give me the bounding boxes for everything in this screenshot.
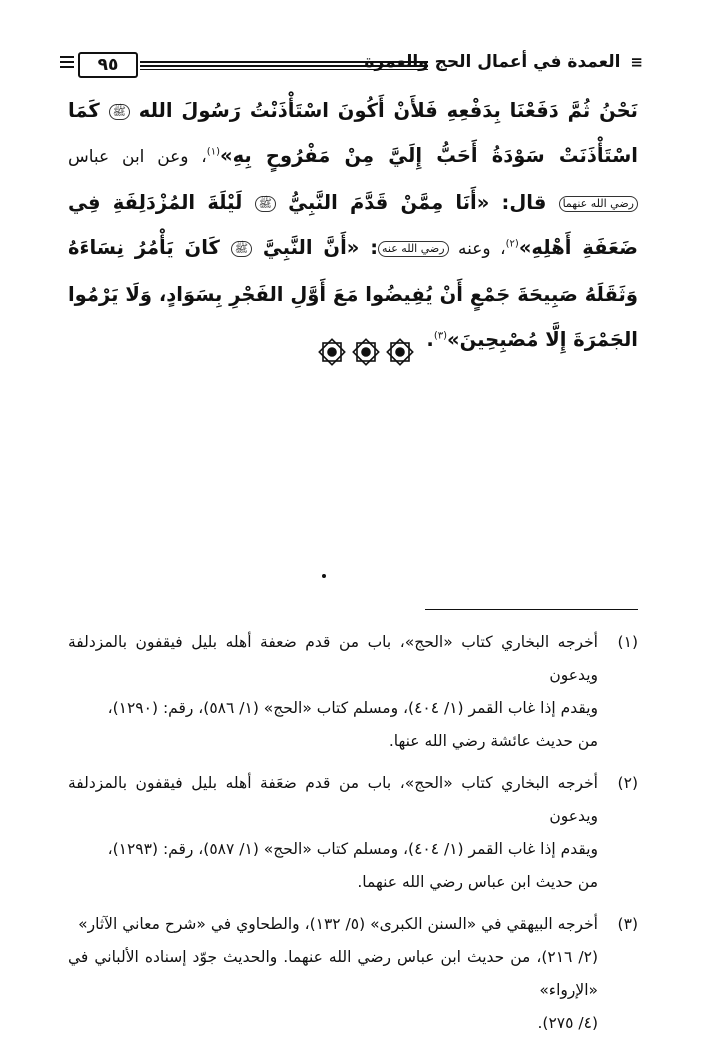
hadith-text: نَحْنُ ثُمَّ دَفَعْنَا بِدَفْعِهِ فَلأَنْ أَكُونَ اسْتَأْذَنْتُ رَسُولَ الله bbox=[129, 99, 639, 122]
footnote bbox=[68, 767, 638, 899]
footnotes bbox=[68, 626, 638, 1049]
hadith-text: لَيْلَةَ المُزْدَلِفَةِ فِي ضَعَفَةِ أَهْلِهِ» bbox=[68, 191, 638, 259]
footnote-line: (٤/ ٢٧٥). bbox=[537, 1014, 598, 1032]
title-bars-icon: ≡ bbox=[630, 53, 643, 71]
stray-dot bbox=[322, 574, 326, 578]
footnote-reference: (٢) bbox=[505, 238, 519, 250]
footnote-number: (٢) bbox=[617, 774, 638, 792]
hadith-text: كَمَا اسْتَأْذَنَتْ سَوْدَةُ أَحَبُّ إِلَيَّ مِنْ مَفْرُوحٍ بِهِ» bbox=[68, 99, 638, 167]
narration-text: ، وعنه bbox=[448, 239, 506, 259]
honorific-symbol: رضي الله عنهما bbox=[559, 196, 638, 212]
honorific-symbol: ﷺ bbox=[231, 241, 252, 257]
narration-text: ، وعن ابن عباس bbox=[68, 147, 207, 167]
footnote-line: ويقدم إذا غاب القمر (١/ ٤٠٤)، ومسلم كتاب «الحج» (١/ ٥٨٦)، رقم: (١٢٩٠)، bbox=[107, 699, 598, 717]
footnote-separator bbox=[425, 609, 638, 610]
hadith-text: : «أَنَّ النَّبِيَّ bbox=[252, 236, 379, 259]
footnote-line: أخرجه البخاري كتاب «الحج»، باب من قدم ضعَفة أهله بليل فيقفون بالمزدلفة ويدعون bbox=[68, 774, 598, 825]
footnote-line: (٢/ ٢١٦)، من حديث ابن عباس رضي الله عنهما. والحديث جوّد إسناده الألباني في «الإرواء» bbox=[68, 948, 598, 999]
footnote-line: من حديث ابن عباس رضي الله عنهما. bbox=[357, 873, 598, 891]
footnote bbox=[68, 626, 638, 758]
honorific-symbol: ﷺ bbox=[255, 196, 276, 212]
footnote bbox=[68, 908, 638, 1040]
footnote-line: أخرجه البيهقي في «السنن الكبرى» (٥/ ١٣٢)، والطحاوي في «شرح معاني الآثار» bbox=[78, 915, 598, 933]
footnote-reference: (٣) bbox=[433, 330, 448, 342]
running-header bbox=[60, 50, 643, 80]
footnote-line: ويقدم إذا غاب القمر (١/ ٤٠٤)، ومسلم كتاب «الحج» (١/ ٥٨٧)، رقم: (١٢٩٣)، bbox=[107, 840, 598, 858]
hadith-text: . bbox=[426, 328, 434, 351]
footnote-reference: (١) bbox=[206, 146, 220, 158]
header-ornament-bars bbox=[60, 56, 74, 70]
hadith-text: كَانَ يَأْمُرُ نِسَاءَهُ وَثَقَلَهُ صَبِيحَةَ جَمْعٍ أَنْ يُفِيضُوا مَعَ أَوَّلِ الفَجْرِ بِسَوَادٍ، وَلَا يَرْمُوا الجَمْرَةَ إِلَّا مُصْبِحِينَ» bbox=[68, 236, 638, 351]
main-text bbox=[68, 88, 638, 362]
hadith-text: قال: «أَنَا مِمَّنْ قَدَّمَ النَّبِيُّ bbox=[275, 191, 559, 214]
footnote-number: (٣) bbox=[617, 915, 638, 933]
book-title-text: العمدة في أعمال الحج والعمرة bbox=[364, 52, 621, 72]
section-divider-ornament bbox=[318, 338, 414, 366]
honorific-symbol: رضي الله عنه bbox=[378, 241, 449, 257]
honorific-symbol: ﷺ bbox=[109, 104, 130, 120]
book-title bbox=[364, 52, 643, 72]
footnote-line: أخرجه البخاري كتاب «الحج»، باب من قدم ضعفة أهله بليل فيقفون بالمزدلفة ويدعون bbox=[68, 633, 598, 684]
footnote-line: من حديث عائشة رضي الله عنها. bbox=[388, 732, 598, 750]
footnote-number: (١) bbox=[617, 633, 638, 651]
page-number: ٩٥ bbox=[78, 52, 138, 78]
